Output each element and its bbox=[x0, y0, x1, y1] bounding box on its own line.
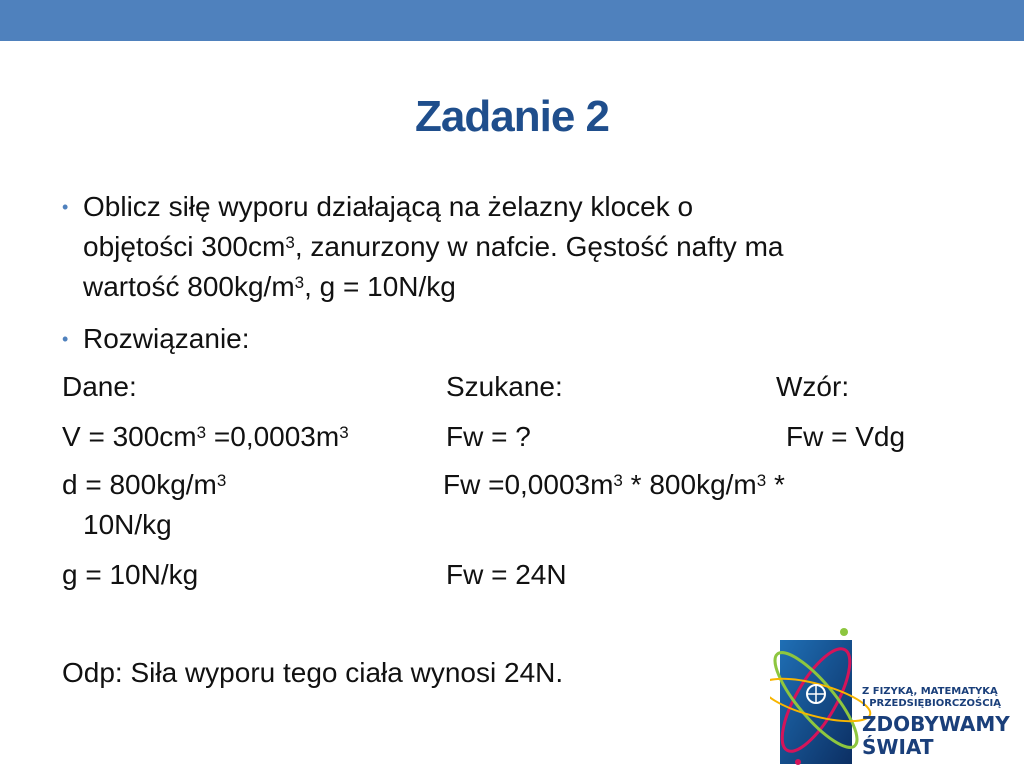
density-given: $d = 800kg/m^3$ bbox=[62, 469, 227, 500]
logo-tagline-1: Z FIZYKĄ, MATEMATYKĄ bbox=[862, 686, 998, 697]
logo-name-2: ŚWIAT bbox=[862, 735, 934, 759]
solution-label: Rozwiązanie: bbox=[83, 323, 250, 354]
szukane-header: Szukane: bbox=[446, 371, 563, 402]
task-line-1: Oblicz siłę wyporu działającą na żelazny klocek o bbox=[83, 191, 694, 222]
task-line-2: objętości $300cm^3$, zanurzony w nafcie. Gęstość nafty ma bbox=[83, 231, 784, 262]
formula: Fw = Vdg bbox=[786, 421, 906, 452]
bullet-dot: • bbox=[62, 329, 69, 349]
dane-header: Dane: bbox=[62, 371, 137, 402]
sought-value: Fw = ? bbox=[446, 421, 531, 452]
result: Fw = 24N bbox=[446, 559, 567, 590]
calculation: $Fw =0,0003m^3 * 800kg/m^3$ * bbox=[443, 469, 785, 500]
bullet-dot: • bbox=[62, 197, 69, 217]
header-bar bbox=[0, 0, 1024, 41]
project-logo bbox=[770, 622, 1024, 768]
wzor-header: Wzór: bbox=[776, 371, 850, 402]
logo-name-1: ZDOBYWAMY bbox=[862, 712, 1010, 736]
calculation-continued: 10N/kg bbox=[83, 509, 172, 540]
volume-given: $V = 300cm^3 =0,0003m^3$ bbox=[62, 421, 349, 452]
gravity-given: g = 10N/kg bbox=[62, 559, 199, 590]
logo-tagline-2: I PRZEDSIĘBIORCZOŚCIĄ bbox=[862, 698, 1002, 709]
answer: Odp: Siła wyporu tego ciała wynosi 24N. bbox=[62, 657, 564, 688]
task-line-3: wartość $800kg/m^3$, g = 10N/kg bbox=[83, 271, 456, 302]
slide-title: Zadanie 2 bbox=[415, 92, 609, 141]
